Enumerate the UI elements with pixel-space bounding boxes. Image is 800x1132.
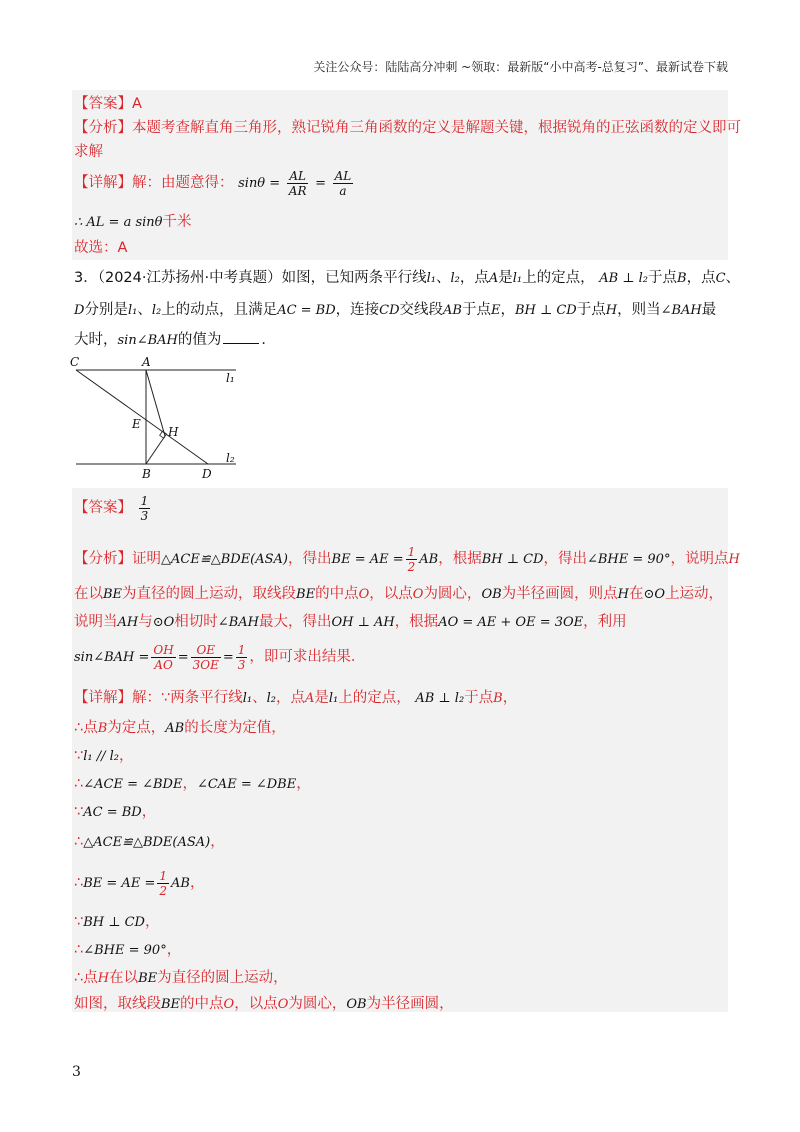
text: 为直径的圆上运动， bbox=[157, 970, 288, 986]
prev-detail bbox=[74, 166, 355, 201]
analysis-text: 本题考查解直角三角形，熟记锐角三角函数的定义是解题关键，根据锐角的正弦函数的定义即可 bbox=[132, 120, 741, 136]
text: 相切时 bbox=[174, 614, 218, 630]
label-d: D bbox=[202, 467, 212, 481]
math-d: D bbox=[74, 303, 85, 318]
math: = bbox=[222, 650, 234, 665]
text: 大时， bbox=[74, 332, 118, 348]
page-header: 关注公众号：陆陆高分冲刺 ~领取：最新版“小中高考-总复习”、最新试卷下载 bbox=[313, 60, 728, 74]
math: O bbox=[358, 587, 370, 602]
math: BE bbox=[103, 587, 123, 602]
math-e: E bbox=[490, 303, 501, 318]
text: ，连接 bbox=[335, 302, 380, 318]
math: △ACE≌△BDE(ASA) bbox=[161, 552, 289, 567]
math: O bbox=[277, 997, 289, 1012]
math-l1: l₁ bbox=[426, 271, 436, 286]
prev-analysis-line-2: 求解 bbox=[74, 144, 103, 160]
text: ， bbox=[144, 914, 160, 930]
text: ， bbox=[502, 690, 518, 706]
detail3-line-9 bbox=[74, 940, 181, 961]
frac-den: 3 bbox=[237, 657, 246, 672]
text: 如图，取线段 bbox=[74, 996, 161, 1012]
text: 在以 bbox=[109, 970, 139, 986]
text: 为半径画圆，则点 bbox=[501, 586, 618, 602]
math-bh-cd: BH ⊥ CD bbox=[514, 303, 577, 318]
text: ∴点 bbox=[74, 970, 98, 986]
math: BE = AE = bbox=[83, 876, 156, 891]
text: ∴ bbox=[74, 834, 84, 850]
text: ， bbox=[296, 776, 311, 792]
detail3-line-1 bbox=[74, 688, 517, 709]
label-b: B bbox=[142, 467, 151, 481]
math: OB bbox=[346, 997, 367, 1012]
math: BH ⊥ CD bbox=[83, 915, 145, 930]
label-l2: l₂ bbox=[226, 451, 235, 465]
q3-line-3 bbox=[74, 330, 276, 351]
math: BH ⊥ CD bbox=[481, 552, 544, 567]
text: 说明当 bbox=[74, 614, 118, 630]
text: 在以 bbox=[74, 586, 103, 602]
math: AB bbox=[170, 876, 190, 891]
text: ，以点 bbox=[369, 586, 413, 602]
math-ab: AB bbox=[443, 303, 462, 318]
text: 、 bbox=[252, 690, 267, 706]
text: 为圆心， bbox=[423, 586, 482, 602]
text: 交线段 bbox=[399, 302, 444, 318]
frac-den: AR bbox=[288, 183, 307, 198]
text: 3．（2024·江苏扬州·中考真题）如图，已知两条平行线 bbox=[74, 270, 427, 286]
detail3-line-2 bbox=[74, 718, 286, 739]
text: ∵ bbox=[74, 914, 84, 930]
prev-therefore bbox=[74, 212, 192, 233]
text: 解：∵两条平行线 bbox=[132, 690, 243, 706]
analysis-tag: 【分析】 bbox=[74, 551, 132, 567]
segment-cd bbox=[76, 370, 208, 464]
answer-value: A bbox=[132, 96, 142, 112]
text: ，根据 bbox=[394, 614, 439, 630]
math-l1: l₁ bbox=[512, 271, 523, 286]
math-sin-angle: sin∠BAH bbox=[117, 333, 178, 348]
frac-den: a bbox=[339, 183, 347, 198]
text: ，得出 bbox=[543, 551, 587, 567]
math: AB bbox=[419, 552, 439, 567]
text: 于点 bbox=[464, 690, 494, 706]
math-a: A bbox=[488, 271, 499, 286]
detail-tag: 【详解】 bbox=[74, 175, 132, 191]
math-l2: l₂ bbox=[450, 271, 460, 286]
text: ，点 bbox=[459, 270, 489, 286]
math: ∠ACE = ∠BDE bbox=[83, 777, 183, 792]
answer-blank bbox=[223, 330, 259, 344]
frac-den: 2 bbox=[407, 559, 416, 574]
frac-den: AO bbox=[154, 657, 173, 672]
math: ⊙O bbox=[643, 587, 666, 602]
math: H bbox=[728, 552, 740, 567]
text: 上的定点， bbox=[338, 690, 411, 706]
math: BE bbox=[296, 587, 316, 602]
fraction-oe-3oe bbox=[191, 643, 221, 672]
text: 最 bbox=[701, 302, 717, 318]
math-l1: l₁ bbox=[127, 303, 138, 318]
text: 在 bbox=[629, 586, 644, 602]
detail3-line-3 bbox=[74, 746, 134, 767]
math: = bbox=[177, 650, 189, 665]
text: ， bbox=[182, 776, 197, 792]
frac-den: 2 bbox=[159, 883, 167, 898]
analysis3-line-4 bbox=[74, 640, 365, 675]
math-perp: AB ⊥ l₂ bbox=[599, 271, 649, 286]
math: l₁ bbox=[242, 691, 253, 706]
text: ， bbox=[500, 302, 515, 318]
detail3-line-8 bbox=[74, 912, 159, 933]
answer-fraction bbox=[139, 494, 151, 523]
text: ，根据 bbox=[438, 551, 482, 567]
math-h: H bbox=[605, 303, 618, 318]
math-b: B bbox=[677, 271, 687, 286]
text: 证明 bbox=[132, 551, 161, 567]
eq-sign: = bbox=[315, 176, 326, 191]
text: ，利用 bbox=[583, 614, 627, 630]
frac-num: OE bbox=[191, 643, 221, 658]
text: 为定点， bbox=[107, 720, 166, 736]
math: BE bbox=[161, 997, 181, 1012]
math: OH ⊥ AH bbox=[331, 615, 395, 630]
text: ∴ bbox=[74, 875, 84, 891]
math: l₂ bbox=[266, 691, 276, 706]
math: AO = AE + OE = 3OE bbox=[438, 615, 584, 630]
page-number: 3 bbox=[72, 1064, 81, 1080]
prev-answer bbox=[74, 94, 142, 114]
text: ∴点 bbox=[74, 720, 98, 736]
text: 的中点 bbox=[180, 996, 224, 1012]
math: l₁ // l₂ bbox=[83, 749, 119, 764]
text: ，以点 bbox=[234, 996, 278, 1012]
text: 是 bbox=[498, 270, 513, 286]
math: ⊙O bbox=[152, 615, 175, 630]
math: B bbox=[97, 721, 108, 736]
math: B bbox=[493, 691, 503, 706]
text: 于点 bbox=[648, 270, 678, 286]
eq-sin: sinθ = bbox=[238, 176, 281, 191]
text: 于点 bbox=[461, 302, 491, 318]
text: ∵ bbox=[74, 748, 84, 764]
q3-line-1 bbox=[74, 268, 740, 289]
text: ∵ bbox=[74, 804, 84, 820]
frac-num: 1 bbox=[140, 493, 149, 508]
label-l1: l₁ bbox=[226, 371, 235, 385]
geometry-figure bbox=[68, 354, 248, 482]
therefore-math: ∴ AL = a sinθ bbox=[74, 215, 163, 230]
therefore-unit: 千米 bbox=[162, 214, 192, 230]
prev-choice: 故选：A bbox=[74, 240, 128, 256]
text: ． bbox=[261, 332, 276, 348]
math-c: C bbox=[715, 271, 726, 286]
text: ，点 bbox=[686, 270, 716, 286]
frac-num: 1 bbox=[237, 642, 246, 657]
detail3-line-10 bbox=[74, 968, 288, 989]
fraction-al-a bbox=[333, 169, 354, 198]
math: AB ⊥ l₂ bbox=[415, 691, 465, 706]
text: 为半径画圆， bbox=[366, 996, 454, 1012]
math: H bbox=[97, 971, 110, 986]
text: 、 bbox=[725, 270, 741, 286]
label-e: E bbox=[132, 417, 141, 431]
math-cd: CD bbox=[379, 303, 400, 318]
text: ，说明点 bbox=[670, 551, 729, 567]
math: AC = BD bbox=[83, 805, 142, 820]
text: 的值为 bbox=[177, 332, 222, 348]
math: ∠BAH bbox=[217, 615, 259, 630]
text: 分别是 bbox=[84, 302, 128, 318]
frac-num: 1 bbox=[407, 544, 416, 559]
analysis3-line-3 bbox=[74, 612, 627, 633]
text: 为圆心， bbox=[288, 996, 347, 1012]
math: A bbox=[304, 691, 315, 706]
text: 上的动点，且满足 bbox=[161, 302, 278, 318]
detail3-line-5 bbox=[74, 802, 156, 823]
text: 、 bbox=[137, 302, 152, 318]
text: ∴ bbox=[74, 942, 84, 958]
math: l₁ bbox=[328, 691, 339, 706]
text: 的长度为定值， bbox=[184, 720, 286, 736]
math-angle: ∠BAH bbox=[660, 303, 702, 318]
text: 为直径的圆上运动，取线段 bbox=[122, 586, 297, 602]
frac-num: OH bbox=[153, 642, 174, 657]
analysis3-line-1 bbox=[74, 542, 740, 577]
text: ，即可求出结果． bbox=[249, 649, 366, 665]
fraction-half bbox=[157, 869, 169, 898]
math: ∠BHE = 90° bbox=[586, 552, 671, 567]
frac-num: AL bbox=[287, 169, 309, 184]
text: ，点 bbox=[275, 690, 305, 706]
text: 上运动， bbox=[665, 586, 724, 602]
text: ，则当 bbox=[617, 302, 661, 318]
math: sin∠BAH = bbox=[74, 650, 150, 665]
label-h: H bbox=[168, 425, 179, 439]
fraction-third bbox=[236, 643, 248, 672]
fraction-al-ar bbox=[287, 169, 309, 198]
frac-den: 3OE bbox=[192, 657, 219, 672]
label-c: C bbox=[70, 355, 80, 369]
math: ∠BHE = 90° bbox=[83, 943, 167, 958]
math: △ACE≌△BDE(ASA) bbox=[83, 835, 211, 850]
text: 与 bbox=[138, 614, 153, 630]
text: ， bbox=[141, 804, 157, 820]
math: BE bbox=[138, 971, 158, 986]
q3-answer bbox=[74, 492, 152, 524]
math-ac-bd: AC = BD bbox=[277, 303, 336, 318]
math: H bbox=[617, 587, 629, 602]
text: 于点 bbox=[576, 302, 606, 318]
math: AH bbox=[117, 615, 139, 630]
detail3-line-6 bbox=[74, 832, 225, 853]
q3-line-2 bbox=[74, 300, 716, 321]
answer-tag: 【答案】 bbox=[74, 500, 132, 516]
text: 最大，得出 bbox=[258, 614, 332, 630]
analysis-tag: 【分析】 bbox=[74, 120, 132, 136]
label-a: A bbox=[142, 355, 151, 369]
detail3-line-11 bbox=[74, 994, 454, 1015]
text: 的中点 bbox=[315, 586, 359, 602]
analysis3-line-2 bbox=[74, 584, 723, 605]
detail-text: 解：由题意得： bbox=[132, 175, 234, 191]
math: OB bbox=[481, 587, 502, 602]
answer-tag: 【答案】 bbox=[74, 96, 132, 112]
text: ，得出 bbox=[288, 551, 332, 567]
prev-analysis-line-1 bbox=[74, 118, 741, 138]
text: ， bbox=[166, 942, 182, 958]
math: O bbox=[223, 997, 235, 1012]
fraction-half bbox=[406, 545, 418, 574]
math: ∠CAE = ∠DBE bbox=[196, 777, 297, 792]
detail3-line-4 bbox=[74, 774, 311, 795]
text: ， bbox=[210, 834, 225, 850]
detail3-line-7 bbox=[74, 866, 204, 901]
detail-tag: 【详解】 bbox=[74, 690, 132, 706]
text: ， bbox=[189, 875, 205, 891]
math-l2: l₂ bbox=[151, 303, 162, 318]
text: 上的定点， bbox=[522, 270, 595, 286]
frac-num: 1 bbox=[159, 868, 167, 883]
text: 是 bbox=[314, 690, 329, 706]
fraction-oh-ao bbox=[151, 643, 175, 672]
math: BE = AE = bbox=[331, 552, 404, 567]
text: ∴ bbox=[74, 776, 84, 792]
math: O bbox=[412, 587, 424, 602]
text: 、 bbox=[435, 270, 451, 286]
frac-num: AL bbox=[334, 168, 352, 183]
math: AB bbox=[165, 721, 185, 736]
frac-den: 3 bbox=[140, 508, 149, 523]
segment-bh bbox=[146, 436, 165, 464]
text: ， bbox=[119, 748, 134, 764]
